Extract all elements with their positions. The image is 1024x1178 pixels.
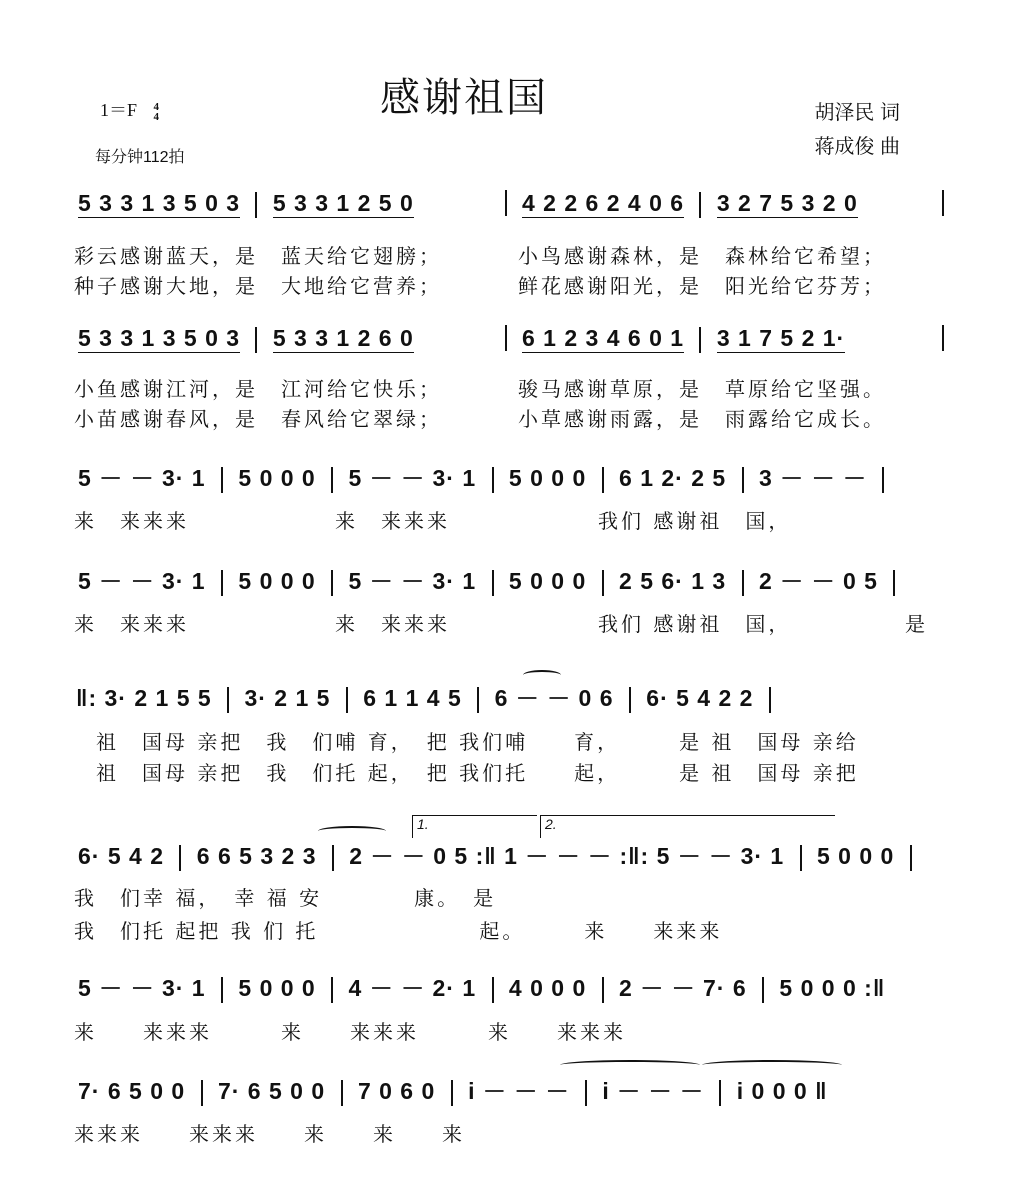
barline xyxy=(227,687,229,713)
lyric-line: 小苗感谢春风，是 春风给它翠绿； xyxy=(74,407,442,431)
tempo-marking: 每分钟112拍 xyxy=(95,149,185,166)
measure: 1 － － － xyxy=(504,843,613,869)
barline xyxy=(602,467,604,493)
lyric-line: 骏马感谢草原，是 草原给它坚强。 xyxy=(518,377,886,401)
barline xyxy=(451,1080,453,1106)
measure: 3 2 7 5 3 2 0 xyxy=(716,190,858,216)
barline xyxy=(699,327,701,353)
measure: 5 0 0 0 xyxy=(238,465,316,491)
barline xyxy=(346,687,348,713)
lyric-line: 来 来来来 xyxy=(74,509,189,533)
lyric-line: 祖 国母 亲把 我 们托 起， 把 我们托 起， 是 祖 国母 亲把 xyxy=(96,761,859,785)
score-system-2-notes-right xyxy=(522,325,845,353)
lyricist-credit: 胡泽民 词 xyxy=(814,102,900,124)
barline xyxy=(179,845,181,871)
measure: 5 0 0 0 xyxy=(508,465,587,491)
score-system-1-notes-right xyxy=(522,190,858,218)
lyric-line: 小鱼感谢江河，是 江河给它快乐； xyxy=(74,377,442,401)
lyric-line: 种子感谢大地，是 大地给它营养； xyxy=(74,274,442,298)
measure: i 0 0 0 xyxy=(736,1078,808,1104)
score-system-3-notes xyxy=(78,460,892,493)
barline xyxy=(201,1080,203,1106)
lyric-line: 我们 感谢祖 国， xyxy=(598,612,792,636)
lyric-line: 我 们托 起把 我 们 托 起。 来 来来来 xyxy=(74,919,723,943)
score-system-8-notes xyxy=(78,1073,828,1106)
measure: 5 － － 3· 1 xyxy=(78,465,206,491)
lyric-line: 鲜花感谢阳光，是 阳光给它芬芳； xyxy=(518,274,886,298)
measure: 5 － － 3· 1 xyxy=(348,568,477,594)
measure: 2 － － 0 5 xyxy=(349,843,469,869)
measure: 5 － － 3· 1 xyxy=(348,465,477,491)
barline xyxy=(255,192,257,218)
measure: 3 1 7 5 2 1· xyxy=(716,325,846,351)
measure: 6 1 1 4 5 xyxy=(363,685,462,711)
measure: 5 － － 3· 1 xyxy=(78,975,206,1001)
composer-credit: 蒋成俊 曲 xyxy=(814,136,900,158)
barline xyxy=(602,570,604,596)
measure: 3 － － － xyxy=(759,465,867,491)
final-barline: ‖ xyxy=(815,1078,828,1104)
measure: 5 0 0 0 xyxy=(779,975,857,1001)
lyric-line: 小草感谢雨露，是 雨露给它成长。 xyxy=(518,407,886,431)
measure: 6 1 2 3 4 6 0 1 xyxy=(522,325,685,351)
lyric-line: 来 来来来 xyxy=(74,612,189,636)
measure: 5 0 0 0 xyxy=(238,975,316,1001)
volta-bracket-1: 1. xyxy=(412,815,537,838)
measure: i － － － xyxy=(602,1078,704,1104)
barline xyxy=(221,467,223,493)
barline xyxy=(477,687,479,713)
volta-bracket-2: 2. xyxy=(540,815,835,838)
measure: 5 0 0 0 xyxy=(238,568,316,594)
slur xyxy=(523,670,561,680)
measure: 3· 2 1 5 5 xyxy=(104,685,212,711)
measure: 7· 6 5 0 0 xyxy=(217,1078,326,1104)
repeat-start-sign: ‖: xyxy=(76,685,98,711)
lyric-line: 来 来来来 xyxy=(335,612,450,636)
lyric-line: 彩云感谢蓝天，是 蓝天给它翅膀； xyxy=(74,244,442,268)
score-system-1-notes xyxy=(78,190,414,218)
measure: 5 － － 3· 1 xyxy=(656,843,785,869)
slur xyxy=(318,826,386,836)
measure: 6 － － 0 6 xyxy=(494,685,614,711)
lyric-line: 来来来 来来来 来 来 来 xyxy=(74,1122,465,1146)
measure: 2 5 6· 1 3 xyxy=(619,568,727,594)
barline xyxy=(893,570,895,596)
barline xyxy=(800,845,802,871)
repeat-end-sign: :‖ xyxy=(475,843,497,869)
barline xyxy=(882,467,884,493)
barline xyxy=(910,845,912,871)
measure: 5 3 3 1 2 6 0 xyxy=(272,325,414,351)
barline xyxy=(221,977,223,1003)
key-label: 1＝F xyxy=(100,100,138,120)
lyric-line: 小鸟感谢森林，是 森林给它希望； xyxy=(518,244,886,268)
measure: 4 2 2 6 2 4 0 6 xyxy=(522,190,685,216)
barline xyxy=(492,570,494,596)
barline xyxy=(505,190,507,216)
tie xyxy=(702,1060,842,1070)
barline xyxy=(492,977,494,1003)
song-title: 感谢祖国 xyxy=(380,75,548,121)
measure: 5 0 0 0 xyxy=(508,568,587,594)
lyric-line: 是 xyxy=(905,612,928,636)
key-signature xyxy=(100,96,159,122)
score-system-4-notes xyxy=(78,563,903,596)
measure: 6 6 5 3 2 3 xyxy=(196,843,317,869)
measure: 5 3 3 1 3 5 0 3 xyxy=(78,325,241,351)
barline xyxy=(602,977,604,1003)
barline xyxy=(492,467,494,493)
barline xyxy=(742,467,744,493)
barline xyxy=(719,1080,721,1106)
barline xyxy=(331,570,333,596)
barline xyxy=(585,1080,587,1106)
repeat-sign: :‖: xyxy=(619,843,650,869)
lyric-line: 来 来来来 xyxy=(335,509,450,533)
score-system-2-notes xyxy=(78,325,414,353)
score-system-6-notes xyxy=(78,838,920,871)
score-system-7-notes xyxy=(78,970,885,1003)
barline xyxy=(762,977,764,1003)
barline xyxy=(221,570,223,596)
measure: 5 3 3 1 2 5 0 xyxy=(272,190,414,216)
time-signature: 4 4 xyxy=(153,100,160,123)
measure: 5 3 3 1 3 5 0 3 xyxy=(78,190,241,216)
barline xyxy=(331,467,333,493)
measure: 2 － － 0 5 xyxy=(759,568,878,594)
measure: 7 0 6 0 xyxy=(357,1078,436,1104)
tie xyxy=(560,1060,700,1070)
measure: 3· 2 1 5 xyxy=(244,685,331,711)
barline xyxy=(942,190,944,216)
lyric-line: 来 来来来 来 来来来 来 来来来 xyxy=(74,1020,626,1044)
measure: i － － － xyxy=(468,1078,570,1104)
measure: 5 － － 3· 1 xyxy=(78,568,206,594)
measure: 5 0 0 0 xyxy=(817,843,895,869)
barline xyxy=(341,1080,343,1106)
barline xyxy=(742,570,744,596)
measure: 6· 5 4 2 xyxy=(78,843,164,869)
barline xyxy=(942,325,944,351)
barline xyxy=(769,687,771,713)
barline xyxy=(699,192,701,218)
measure: 7· 6 5 0 0 xyxy=(78,1078,186,1104)
barline xyxy=(629,687,631,713)
repeat-end-sign: :‖ xyxy=(864,975,886,1001)
measure: 4 0 0 0 xyxy=(508,975,587,1001)
measure: 6 1 2· 2 5 xyxy=(619,465,727,491)
measure: 4 － － 2· 1 xyxy=(348,975,477,1001)
measure: 6· 5 4 2 2 xyxy=(646,685,754,711)
lyric-line: 我 们幸 福， 幸 福 安 康。 是 xyxy=(74,886,497,910)
score-system-5-notes xyxy=(76,680,779,713)
barline xyxy=(255,327,257,353)
barline xyxy=(505,325,507,351)
measure: 2 － － 7· 6 xyxy=(619,975,747,1001)
lyric-line: 我们 感谢祖 国， xyxy=(598,509,792,533)
barline xyxy=(332,845,334,871)
lyric-line: 祖 国母 亲把 我 们哺 育， 把 我们哺 育， 是 祖 国母 亲给 xyxy=(96,730,859,754)
barline xyxy=(331,977,333,1003)
